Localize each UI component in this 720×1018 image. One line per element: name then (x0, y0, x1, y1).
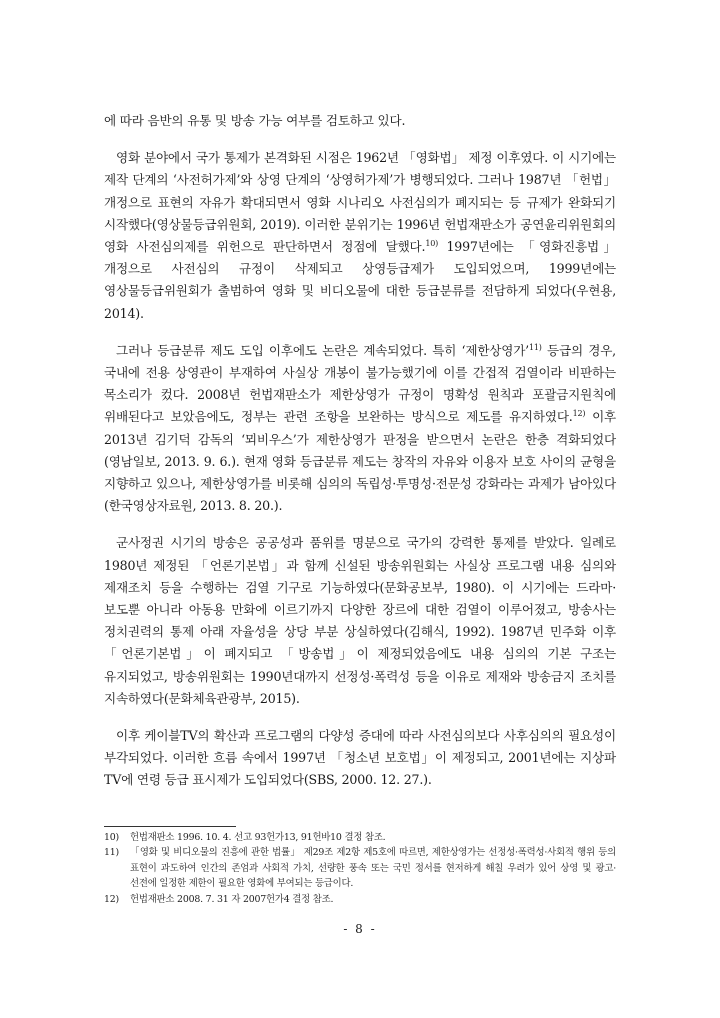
paragraph-3: 그러나 등급분류 제도 도입 이후에도 논란은 계속되었다. 특히 ‘제한상영가’$^{11)}$ 등급의 경우, 국내에 전용 상영관이 부재하여 사실상 개봉이 불가능했기에 이를 간접적 검열이라 비판하는 목소리가 컸다. 2008년 헌법재판소가 제한상영가 규정이 명확성 원칙과 포괄금지원칙에 위배된다고 보았음에도, 정부는 관련 조항을 보완하는 방식으로 제도를 유지하였다.$^{12)}$ 이후 2013년 김기덕 감독의 ‘뫼비우스’가 제한상영가 판정을 받으면서 논란은 한층 격화되었다(영남일보, 2013. 9. 6.). 현재 영화 등급분류 제도는 창작의 자유와 이용자 보호 사이의 균형을 지향하고 있으나, 제한상영가를 비롯해 심의의 독립성·투명성·전문성 강화라는 과제가 남아있다(한국영상자료원, 2013. 8. 20.). (104, 342, 616, 514)
paragraph-4: 군사정권 시기의 방송은 공공성과 품위를 명분으로 국가의 강력한 통제를 받았다. 일례로 1980년 제정된 「언론기본법」과 함께 신설된 방송위원회는 사실상 프로그램 내용 심의와 제재조치 등을 수행하는 검열 기구로 기능하였다(문화공보부, 1980). 이 시기에는 드라마·보도뿐 아니라 아동용 만화에 이르기까지 다양한 장르에 대한 검열이 이루어졌고, 방송사는 정치권력의 통제 아래 자율성을 상당 부분 상실하였다(김해식, 1992). 1987년 민주화 이후 「언론기본법」이 폐지되고 「방송법」이 제정되었음에도 내용 심의의 기본 구조는 유지되었고, 방송위원회는 1990년대까지 선정성·폭력성 등을 이유로 제재와 방송금지 조치를 지속하였다(문화체육관광부, 2015). (104, 535, 616, 706)
footnote-ref-10[interactable]: 10) (425, 239, 439, 249)
footnote-text: 헌법재판소 1996. 10. 4. 선고 93헌가13, 91헌바10 결정 참조. (130, 832, 386, 843)
paragraph-5: 이후 케이블TV의 확산과 프로그램의 다양성 증대에 따라 사전심의보다 사후심의의 필요성이 부각되었다. 이러한 흐름 속에서 1997년 「청소년 보호법」이 제정되고, 2001년에는 지상파 TV에 연령 등급 표시제가 도입되었다(SBS, 2000. 12. 27.). (104, 728, 616, 788)
footnote-text: 「영화 및 비디오물의 진흥에 관한 법률」 제29조 제2항 제5호에 따르면, 제한상영가는 선정성·폭력성·사회적 행위 등의 표현이 과도하여 인간의 존엄과 사회적 가치, 선량한 풍속 또는 국민 정서를 현저하게 해칠 우려가 있어 상영 및 광고·선전에 일정한 제한이 필요한 영화에 부여되는 등급이다. (130, 847, 616, 890)
footnote-text: 헌법재판소 2008. 7. 31 자 2007헌가4 결정 참조. (130, 893, 334, 905)
body-text (104, 110, 616, 807)
page-number: - 8 - (343, 922, 377, 936)
footnote-10 (104, 830, 616, 845)
footnote-number: 10) (104, 832, 119, 843)
footnote-number: 11) (104, 847, 119, 859)
footnote-ref-12[interactable]: 12) (572, 409, 586, 419)
footnote-number: 12) (104, 893, 119, 905)
footnote-11 (104, 845, 616, 891)
paragraph-1: 에 따라 음반의 유통 및 방송 가능 여부를 검토하고 있다. (104, 113, 406, 128)
footnote-12 (104, 892, 616, 907)
footnote-divider (104, 826, 236, 827)
paragraph-2: 영화 분야에서 국가 통제가 본격화된 시점은 1962년 「영화법」 제정 이후였다. 이 시기에는 제작 단계의 ‘사전허가제’와 상영 단계의 ‘상영허가제’가 병행되었다. 그러나 1987년 「헌법」 개정으로 표현의 자유가 확대되면서 영화 시나리오 사전심의가 폐지되는 등 규제가 완화되기 시작했다(영상물등급위원회, 2019). 이러한 분위기는 1996년 헌법재판소가 공연윤리위원회의 영화 사전심의제를 위헌으로 판단하면서 정점에 달했다.$^{10)}$ 1997년에는 「영화진흥법」 개정으로 사전심의 규정이 삭제되고 상영등급제가 도입되었으며, 1999년에는 영상물등급위원회가 출범하여 영화 및 비디오물에 대한 등급분류를 전담하게 되었다(우현용, 2014). (104, 150, 617, 321)
footnotes (104, 830, 616, 907)
footnote-ref-11[interactable]: 11) (529, 342, 542, 352)
